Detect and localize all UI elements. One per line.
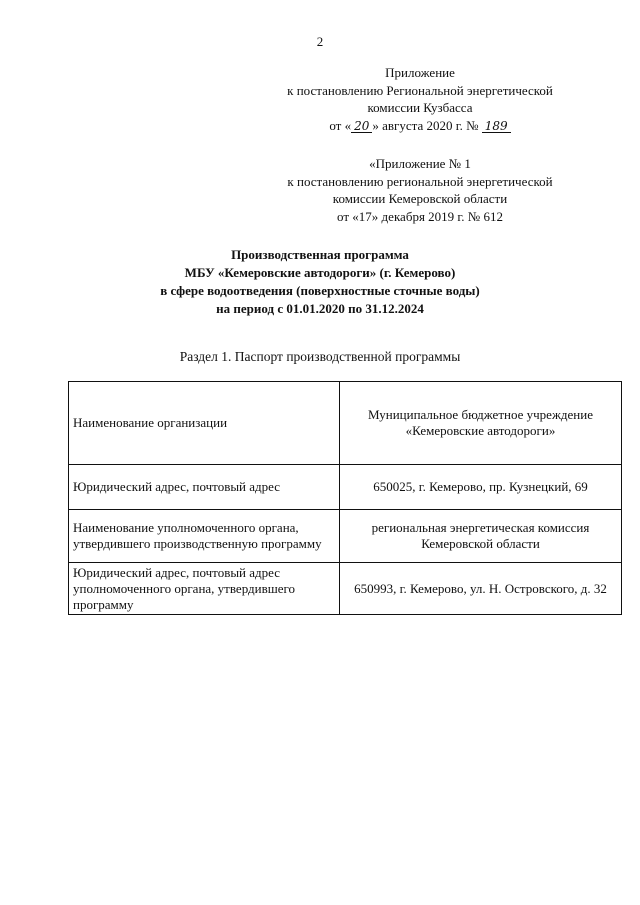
section-heading: Раздел 1. Паспорт производственной программы [179, 349, 461, 364]
appendix-current-header [250, 64, 590, 134]
appendix-prior-header [250, 155, 590, 225]
row-value: 650993, г. Кемерово, ул. Н. Островского, д. 32 [340, 563, 622, 615]
appendix-current-line1: Приложение [385, 65, 455, 80]
row-label: Наименование уполномоченного органа, утвердившего производственную программу [69, 510, 340, 563]
row-label: Наименование организации [69, 382, 340, 465]
handwritten-number: 189 [482, 120, 511, 133]
table-row [69, 465, 622, 510]
table-row [69, 510, 622, 563]
appendix-prior-line3: комиссии Кемеровской области [332, 191, 508, 206]
row-value: 650025, г. Кемерово, пр. Кузнецкий, 69 [340, 465, 622, 510]
appendix-prior-line4: от «17» декабря 2019 г. № 612 [337, 208, 503, 224]
date-mid: » августа 2020 г. № [372, 117, 479, 133]
row-label: Юридический адрес, почтовый адрес уполномоченного органа, утвердившего программу [69, 563, 340, 615]
appendix-prior-line1: «Приложение № 1 [369, 156, 471, 171]
table-row [69, 563, 622, 615]
program-title [0, 246, 640, 318]
row-value: Муниципальное бюджетное учреждение «Кемеровские автодороги» [340, 382, 622, 465]
date-prefix: от « [329, 117, 352, 133]
title-line1: Производственная программа [231, 247, 409, 262]
row-label: Юридический адрес, почтовый адрес [69, 465, 340, 510]
appendix-prior-line2: к постановлению региональной энергетической [287, 173, 553, 189]
title-line3: в сфере водоотведения (поверхностные сточные воды) [160, 283, 480, 298]
appendix-current-date [250, 117, 590, 135]
handwritten-day: 20 [351, 120, 372, 133]
row-value: региональная энергетическая комиссия Кемеровской области [340, 510, 622, 563]
appendix-current-line3: комиссии Кузбасса [367, 100, 473, 115]
page-number: 2 [316, 34, 324, 49]
title-line2: МБУ «Кемеровские автодороги» (г. Кемерово) [184, 265, 456, 280]
title-line4: на период с 01.01.2020 по 31.12.2024 [216, 301, 424, 316]
appendix-current-line2: к постановлению Региональной энергетической [287, 82, 553, 98]
table-row [69, 382, 622, 465]
passport-table [68, 381, 622, 615]
